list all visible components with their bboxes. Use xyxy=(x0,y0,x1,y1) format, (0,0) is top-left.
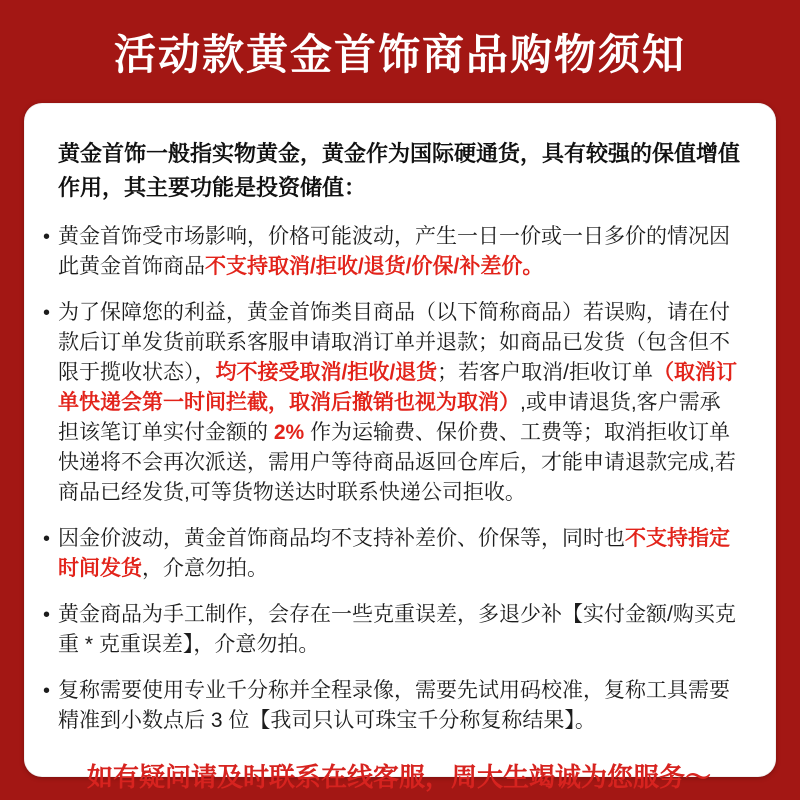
notice-list xyxy=(58,222,740,736)
body-text: 为了保障您的利益，黄金首饰类目商品（以下简称商品）若误购，请在付款后订单发货前联系客服申请取消订单并退款；如商品已发货（包含但不限于揽收状态）， xyxy=(58,301,730,384)
notice-item-cancel-policy xyxy=(58,298,740,508)
notice-item-reweigh-requirement xyxy=(58,676,740,736)
notice-item-price-fluctuation xyxy=(58,222,740,282)
highlight-text: 不支持指定时间发货 xyxy=(58,527,730,580)
notice-item-no-scheduled-shipping xyxy=(58,524,740,584)
highlight-text: 2% xyxy=(273,421,305,444)
body-text: ，介意勿拍。 xyxy=(142,557,268,580)
highlight-text: 不支持取消/拒收/退货/价保/补差价。 xyxy=(205,255,544,278)
body-text: 因金价波动，黄金首饰商品均不支持补差价、价保等，同时也 xyxy=(58,527,625,550)
highlight-text: 均不接受取消/拒收/退货 xyxy=(215,361,438,384)
body-text: 复称需要使用专业千分称并全程录像，需要先试用码校准，复称工具需要精准到小数点后 3 位【我司只认可珠宝千分称复称结果】。 xyxy=(58,679,730,732)
page-title: 活动款黄金首饰商品购物须知 xyxy=(113,30,686,78)
notice-card xyxy=(24,103,776,792)
body-text: ；若客户取消/拒收订单 xyxy=(437,361,654,384)
body-text: 黄金商品为手工制作，会存在一些克重误差，多退少补【实付金额/购买克重 * 克重误差】，介意勿拍。 xyxy=(58,603,736,656)
body-text: 作为运输费、保价费、工费等；取消拒收订单快递将不会再次派送，需用户等待商品返回仓库后，才能申请退款完成,若商品已经发货,可等货物送达时联系快递公司拒收。 xyxy=(58,421,736,504)
footer-service-note: 如有疑问请及时联系在线客服，周大生竭诚为您服务～ xyxy=(86,762,711,792)
body-text: 黄金首饰受市场影响，价格可能波动，产生一日一价或一日多价的情况因此黄金首饰商品 xyxy=(58,225,730,278)
highlight-text: （取消订单快递会第一时间拦截，取消后撤销也视为取消） xyxy=(58,361,738,414)
intro-paragraph: 黄金首饰一般指实物黄金，黄金作为国际硬通货，具有较强的保值增值作用，其主要功能是投资储值： xyxy=(58,141,741,200)
body-text: ,或申请退货,客户需承担该笔订单实付金额的 xyxy=(58,391,721,444)
notice-item-weight-tolerance xyxy=(58,600,740,660)
